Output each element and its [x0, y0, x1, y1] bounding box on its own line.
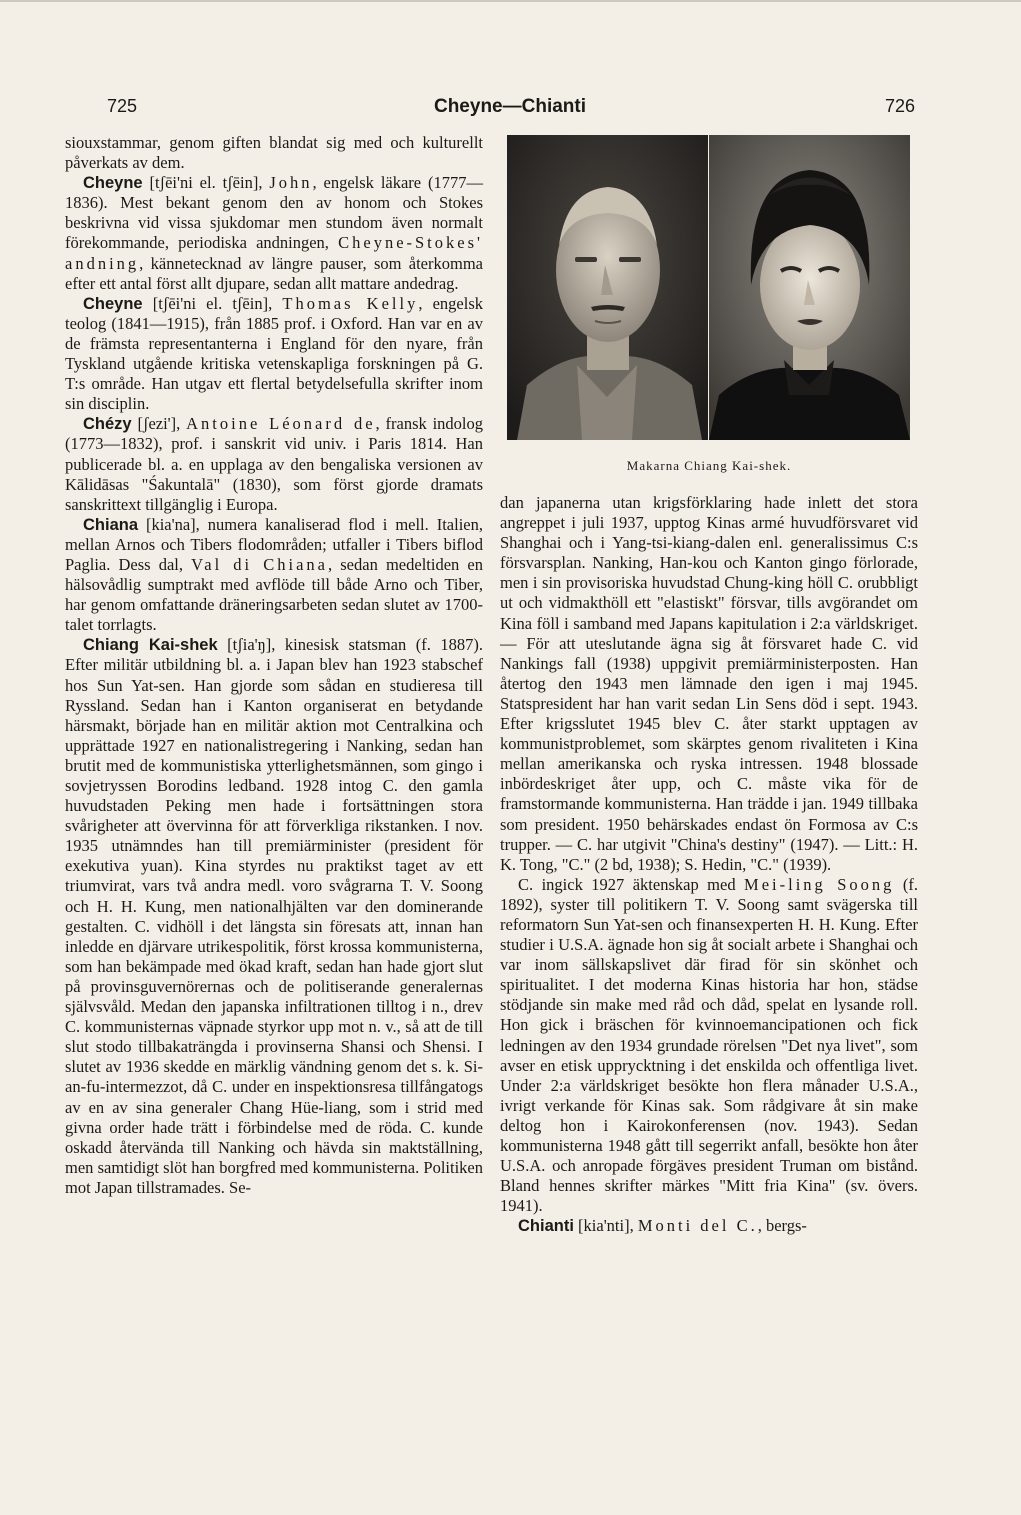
entry-chiang-kai-shek: Chiang Kai-shek [tʃia'ŋ], kinesisk statsman (f. 1887). Efter militär utbildning bl. a. i Japan blev han 1923 stabschef hos Sun Yat-sen. Han gjorde som sådan en studieresa till Ryssland. Sedan han i Kanton organiserat en betydande härsmakt, började han en militär aktion mot Centralkina och upprättade 1927 en nationalistregering i Nanking, sedan han brutit med de kommunistiska ytterlighetsmännen, som gingo i sovjetryssen Borodins ledband. 1928 intog C. den gamla huvudstaden Peking men hade i fortsättningen stora svårigheter att övervinna för att förverkliga rikstanken. I nov. 1935 utnämndes han till premiärminister (president för exekutiva yuan). Kina styrdes nu praktikst taget av ett triumvirat, vars två andra medl. voro svågrarna T. V. Soong och H. H. Kung, men nationalhjälten var den dominerande gestalten. C. vidhöll i det längsta sin föresats att, innan han inledde en djärvare utrikespolitik, först krossa kommunisterna, som han bekämpade med ökad kraft, sedan han hade gjort slut på provinsguvernörernas och de politiserande generalernas självsvåld. Medan den japanska infiltrationen tilltog i n., drev C. kommunisternas väpnade styrkor upp mot n. v., så att de till slut stodo tillbakaträngda i provinserna Shansi och Shensi. I slutet av 1936 skedde en märklig vändning genom det s. k. Si-an-fu-intermezzot, då C. under en inspektionsresa tillfångatogs av en av sina generaler Chang Hüe-liang, som i strid med givna order hade trätt i förbindelse med de röda. C. kunde oskadd återvända till Nanking och hävda sin maktställning, men samtidigt slöt han borgfred med kommunisterna. Politiken mot Japan tillstramades. Se-: [65, 635, 484, 1197]
portrait-mei-ling-soong: [709, 135, 910, 440]
portrait-woman-image: [709, 135, 910, 440]
portrait-man-image: [507, 135, 708, 440]
headword: Chianti: [518, 1217, 574, 1236]
headword: Chiana: [83, 515, 139, 534]
paragraph-chiang-continued: dan japanerna utan krigsförklaring hade inlett det stora angreppet i juli 1937, upptog Kinas armé huvudförsvaret vid Shanghai och i Yang-tsi-kiang-dalen enl. generalissimus C:s försvarsplan. Nanking, Han-kou och Kanton gingo förlorade, men i sin provisoriska huvudstad Chung-king höll C. orubbligt ut och vidmakthöll ett "elastiskt" försvar, tills avgörandet om Kina föll i samband med Japans kapitulation i 2:a världskriget. — För att uteslutande ägna sig åt försvaret hade C. vid Nankings fall (1938) uppgivit premiärministerposten. Han återtog den 1943 men lämnade den igen i maj 1945. Statspresident har han varit sedan Lin Sens död i sept. 1943. Efter krigsslutet 1945 blev C. åter starkt upptagen av kommunistproblemet, som skärptes genom rivaliteten i Kina mellan amerikanska och ryska intressen. 1948 blossade inbördeskriget åter upp, och C. måste vika för de framstormande kommunisterna. Han trädde i jan. 1949 tillbaka som president. 1950 behärskades endast ön Formosa av C:s trupper. — C. har utgivit "China's destiny" (1947). — Litt.: H. K. Tong, "C." (2 bd, 1938); S. Hedin, "C." (1939).: [500, 493, 918, 874]
left-page-number: 725: [107, 96, 138, 116]
headword: Cheyne: [83, 294, 143, 313]
right-column: [500, 493, 918, 1236]
photo-caption: Makarna Chiang Kai-shek.: [626, 458, 792, 473]
headword: Chézy: [83, 415, 132, 434]
headword: Cheyne: [83, 174, 143, 193]
right-page-number: 726: [885, 96, 916, 116]
entry-chianti: Chianti [kia'nti], Monti del C., bergs-: [518, 1216, 807, 1236]
paragraph-siouxstammar: siouxstammar, genom giften blandat sig med och kulturellt påverkats av dem.: [65, 133, 483, 173]
left-column: [65, 133, 483, 1198]
portrait-chiang-kai-shek: [507, 135, 708, 440]
page-header: [0, 96, 1021, 126]
entry-chiana: Chiana [kia'na], numera kanaliserad flod i mell. Italien, mellan Arnos och Tibers flodområden; utfaller i Tibers biflod Paglia. Dess dal, Val di Chiana, sedan medeltiden en hälsovådlig sumptrakt med avflöde till både Arno och Tiber, har genom omfattande dräneringsarbeten sedan slutet av 1700-talet torrlagts.: [65, 514, 483, 635]
running-title: Cheyne—Chianti: [433, 96, 587, 117]
headword: Chiang Kai-shek: [83, 636, 218, 655]
entry-cheyne-john: Cheyne [tʃēi'ni el. tʃēin], John, engelsk läkare (1777—1836). Mest bekant genom den av honom och Stokes beskrivna vid vissa sjukdomar men stundom även normalt förekommande, periodiska andningen, Cheyne-Stokes' andning, kännetecknad av längre pauser, som återkomma efter ett antal först allt djupare, sedan allt mattare andedrag.: [65, 173, 483, 293]
paragraph-mei-ling-soong: C. ingick 1927 äktenskap med Mei-ling Soong (f. 1892), syster till politikern T. V. Soong samt svägerska till reformatorn Sun Yat-sen och finansexperten H. H. Kung. Efter studier i U.S.A. ägnade hon sig åt socialt arbete i Shanghai och var inom sällskapslivet där firad för sin skönhet och spiritualitet. I det moderna Kinas historia har hon, städse stödjande sin make med råd och dåd, spelat en lysande roll. Hon gick i bräschen för kvinnoemancipationen och fick ledningen av den 1934 grundade rörelsen "Det nya livet", som avser en etisk upprycktning i det enskilda och offentliga livet. Under 2:a världskriget besökte hon flera månader U.S.A., ivrigt verkande för Kinas sak. Som rådgivare åt sin make deltog hon i Kairokonferensen (nov. 1943). Sedan kommunisterna 1948 gått till segerrikt anfall, besökte hon åter U.S.A. och anropade förgäves president Truman om bistånd. Bland hennes skrifter märkes "Mitt fria Kina" (sv. övers. 1941).: [500, 874, 918, 1216]
top-edge: [0, 0, 1021, 2]
portrait-photos: [500, 135, 918, 443]
entry-chezy: Chézy [ʃezi'], Antoine Léonard de, fransk indolog (1773—1832), prof. i sanskrit vid univ. i Paris 1814. Han publicerade bl. a. en upplaga av den bengaliska versionen av Kālidāsas "Śakuntalā" (1830), som först gjorde dramats sanskrittext tillgänglig i Europa.: [65, 414, 484, 514]
entry-cheyne-thomas: Cheyne [tʃēi'ni el. tʃēin], Thomas Kelly, engelsk teolog (1841—1915), från 1885 prof. i Oxford. Han var en av de främsta representanterna i England för den nyare, från Tyskland utgående kritiska vetenskapliga forskningen på G. T:s område. Han utgav ett flertal betydelsefulla skrifter inom sin disciplin.: [65, 293, 483, 414]
